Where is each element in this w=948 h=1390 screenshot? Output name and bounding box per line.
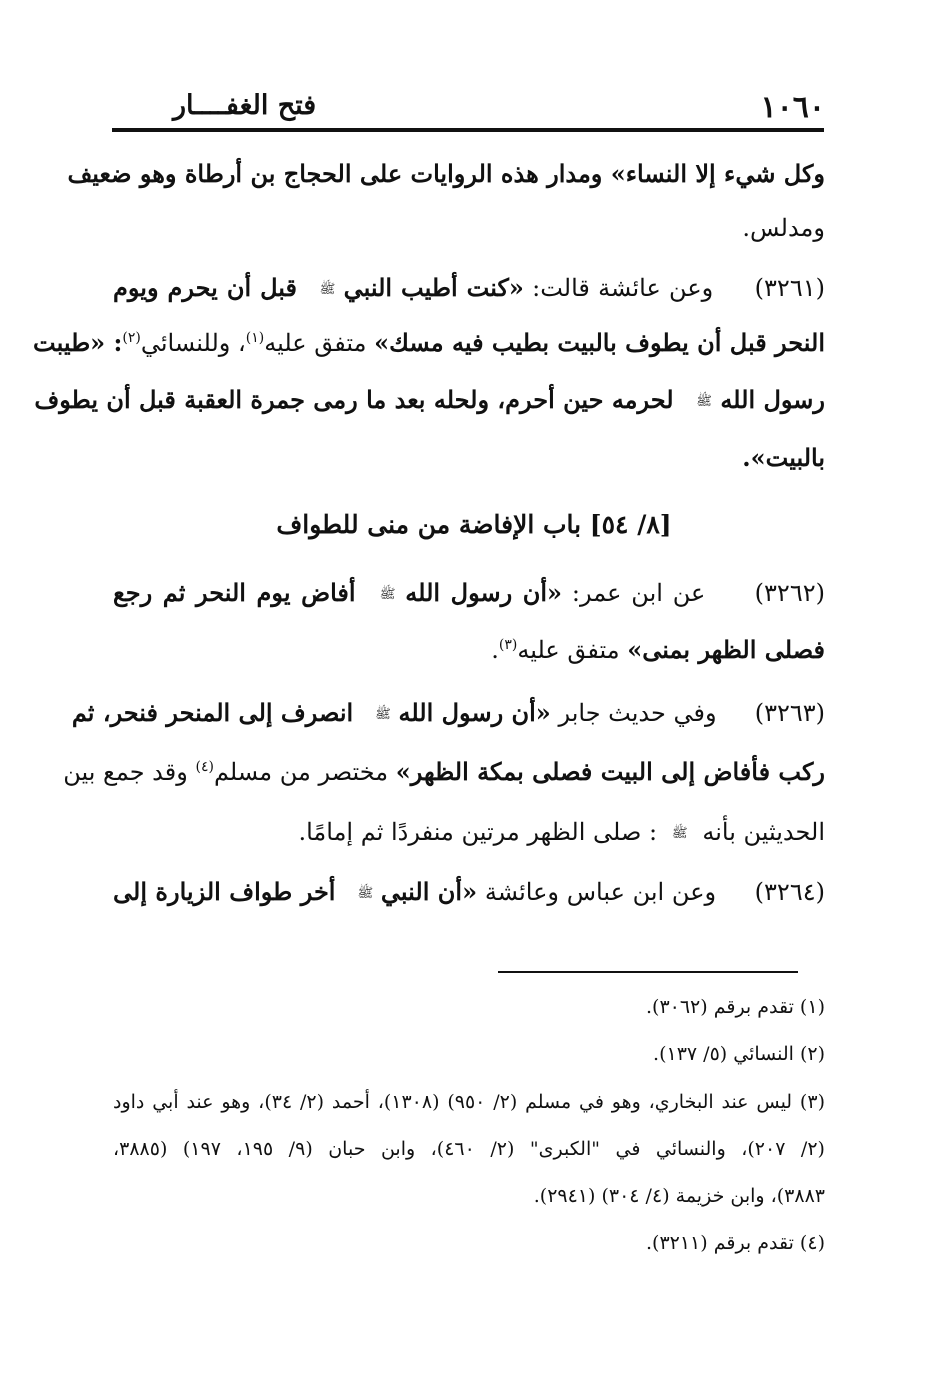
footnote-1: (١) تقدم برقم (٣٠٦٢). <box>645 996 825 1018</box>
text-segment: رسول الله <box>720 385 825 414</box>
text-segment: الحديثين بأنه <box>702 818 825 846</box>
hadith-quote: أفاض يوم النحر ثم رجع <box>113 578 356 607</box>
hadith-3261-line-1 <box>113 268 825 308</box>
hadith-3261-line-2 <box>33 323 825 363</box>
footnote-rule <box>498 971 798 973</box>
text-segment: متفق عليه <box>517 636 620 664</box>
hadith-3263-line-3 <box>298 812 825 852</box>
salawat-symbol: ﷺ <box>375 706 391 722</box>
footnote-ref[interactable]: (٤) <box>195 759 214 775</box>
hadith-quote: : «طيبت <box>33 328 123 357</box>
salawat-symbol: ﷺ <box>319 281 336 297</box>
footnote-2: (٢) النسائي (٥/ ١٣٧). <box>653 1043 825 1065</box>
hadith-quote: أخر طواف الزيارة إلى <box>113 877 336 906</box>
hadith-3262-line-1 <box>113 573 825 613</box>
text-segment: بالبيت». <box>742 443 825 472</box>
footnote-ref[interactable]: (١) <box>245 330 265 346</box>
hadith-quote: «أن رسول الله <box>398 698 551 727</box>
hadith-3261-line-3 <box>34 380 825 420</box>
salawat-symbol: ﷺ <box>357 885 374 901</box>
text-segment: مختصر من مسلم <box>213 758 389 786</box>
text-segment: ، وللنسائي <box>140 329 246 357</box>
hadith-3263-line-2 <box>63 752 825 792</box>
footnote-3-line-1: (٣) ليس عند البخاري، وهو في مسلم (٢/ ٩٥٠) (١٣٠٨)، أحمد (٢/ ٣٤)، وهو عند أبي داود <box>113 1091 825 1113</box>
footnote-4: (٤) تقدم برقم (٣٢١١). <box>645 1232 825 1254</box>
text-segment: وعن ابن عباس وعائشة <box>484 878 717 906</box>
footnote-ref[interactable]: (٢) <box>122 330 141 346</box>
running-header <box>115 86 825 130</box>
text-segment: متفق عليه <box>264 329 367 357</box>
hadith-number: (٣٢٦٢) <box>754 579 825 607</box>
text-segment: عن ابن عمر: <box>571 579 706 607</box>
text-segment: ومدلس. <box>742 214 825 242</box>
hadith-number: (٣٢٦٣) <box>754 699 825 727</box>
hadith-quote: «أن رسول الله <box>405 578 563 607</box>
section-heading: [٨/ ٥٤] باب الإفاضة من منى للطواف <box>276 510 672 539</box>
page-number: ١٠٦٠ <box>760 90 825 125</box>
hadith-quote: «كنت أطيب النبي <box>343 273 524 302</box>
text-segment: : صلى الظهر مرتين منفردًا ثم إمامًا. <box>298 818 658 846</box>
hadith-number: (٣٢٦٤) <box>754 878 825 906</box>
hadith-3262-line-2: فصلى الظهر بمنى» متفق عليه$^{(٣)}$. <box>491 635 825 664</box>
hadith-quote: ركب فأفاض إلى البيت فصلى بمكة الظهر» <box>395 757 825 786</box>
footnote-3-line-2: (٢/ ٢٠٧)، والنسائي في "الكبرى" (٢/ ٤٦٠)، وابن حبان (٩/ ١٩٥، ١٩٧) (٣٨٨٥، <box>113 1138 825 1160</box>
footnote-ref[interactable]: (٣) <box>498 637 518 653</box>
hadith-number: (٣٢٦١) <box>754 274 825 302</box>
salawat-symbol: ﷺ <box>379 586 396 602</box>
text-segment: وعن عائشة قالت: <box>532 274 714 302</box>
paragraph-line <box>742 208 825 248</box>
hadith-quote: قبل أن يحرم ويوم <box>113 273 298 302</box>
text-segment: وكل شيء إلا النساء» ومدار هذه الروايات على الحجاج بن أرطاة وهو ضعيف <box>67 159 825 188</box>
hadith-3261-line-4 <box>742 438 825 478</box>
hadith-quote: النحر قبل أن يطوف بالبيت بطيب فيه مسك» <box>374 328 825 357</box>
hadith-quote: فصلى الظهر بمنى» <box>627 635 825 664</box>
hadith-3263-line-1 <box>71 693 825 733</box>
paragraph-line <box>67 154 825 194</box>
footnote-3-line-3: ٣٨٨٣)، وابن خزيمة (٤/ ٣٠٤) (٢٩٤١). <box>533 1185 825 1207</box>
hadith-3264-line-1 <box>113 872 825 912</box>
text-segment: لحرمه حين أحرم، ولحله بعد ما رمى جمرة العقبة قبل أن يطوف <box>34 385 674 414</box>
text-segment: وفي حديث جابر <box>558 699 717 727</box>
salawat-symbol: ﷺ <box>696 393 712 409</box>
hadith-quote: «أن النبي <box>380 877 478 906</box>
book-title: فتح الغفــــار <box>173 90 317 121</box>
salawat-symbol: ﷺ <box>671 825 688 841</box>
hadith-quote: انصرف إلى المنحر فنحر، ثم <box>71 698 354 727</box>
header-rule <box>112 128 824 132</box>
text-segment: وقد جمع بين <box>63 758 188 786</box>
